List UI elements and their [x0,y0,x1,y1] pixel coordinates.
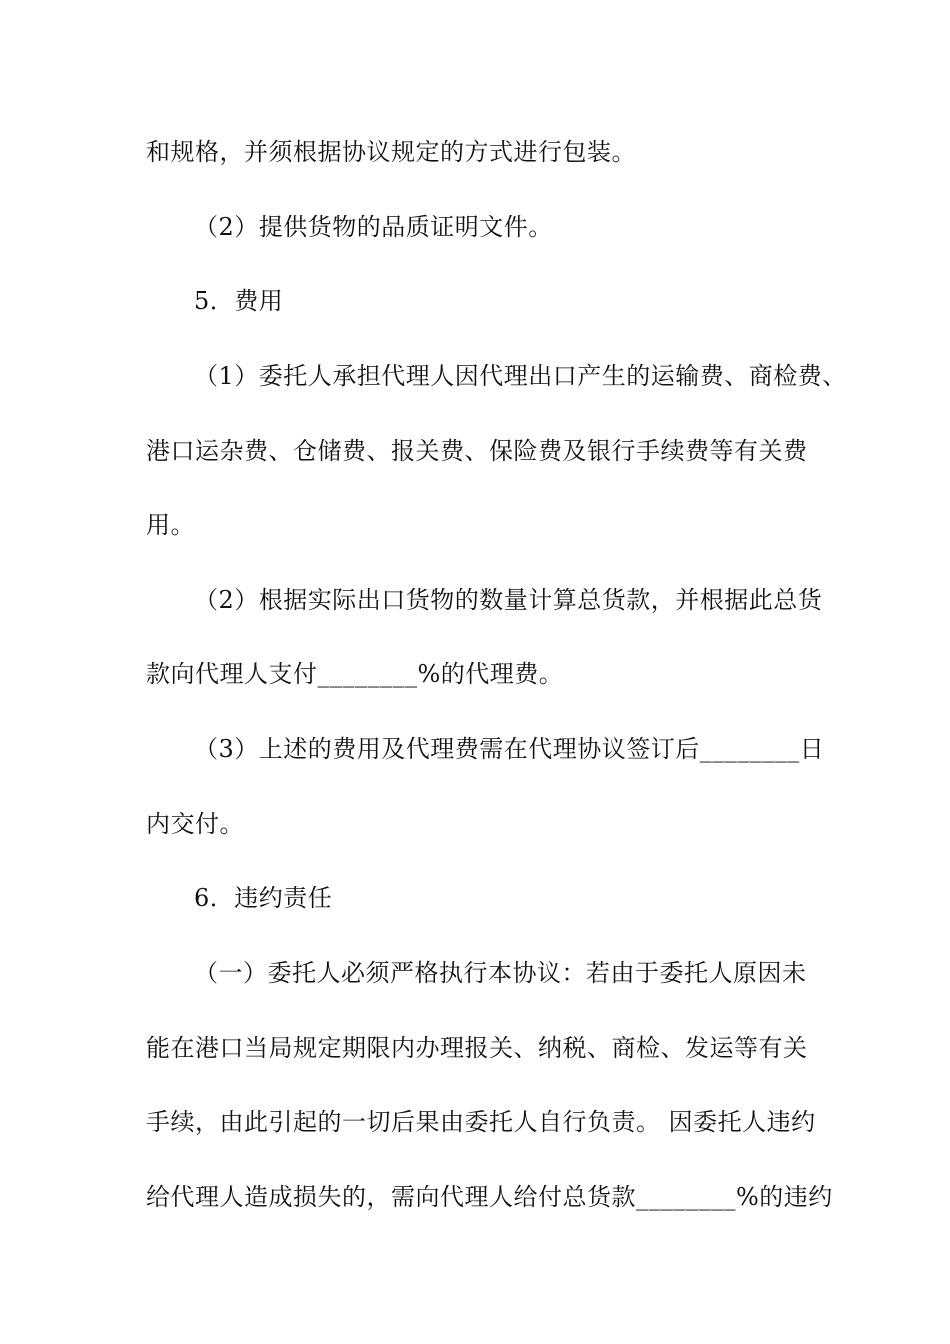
text-line-7: （2）根据实际出口货物的数量计算总货款，并根据此总货 [194,586,823,614]
text-line-13: 能在港口当局规定期限内办理报关、纳税、商检、发运等有关 [146,1034,808,1062]
text-line-14: 手续，由此引起的一切后果由委托人自行负责。 因委托人违约 [146,1108,816,1136]
section-heading-liability: 6．违约责任 [194,884,333,912]
text-line-1: 和规格，并须根据协议规定的方式进行包装。 [146,138,636,166]
text-line-10: 内交付。 [146,810,244,838]
text-line-12: （一）委托人必须严格执行本协议：若由于委托人原因未 [194,959,807,987]
text-line-5: 港口运杂费、仓储费、报关费、保险费及银行手续费等有关费 [146,437,808,465]
text-line-9: （3）上述的费用及代理费需在代理协议签订后________日 [194,735,825,763]
section-heading-fees: 5．费用 [194,287,284,315]
text-line-15: 给代理人造成损失的，需向代理人给付总货款________%的违约 [146,1183,833,1211]
text-line-2: （2）提供货物的品质证明文件。 [194,213,553,241]
text-line-6: 用。 [146,511,195,539]
text-line-4: （1）委托人承担代理人因代理出口产生的运输费、商检费、 [194,362,847,390]
text-line-8: 款向代理人支付________%的代理费。 [146,660,564,688]
